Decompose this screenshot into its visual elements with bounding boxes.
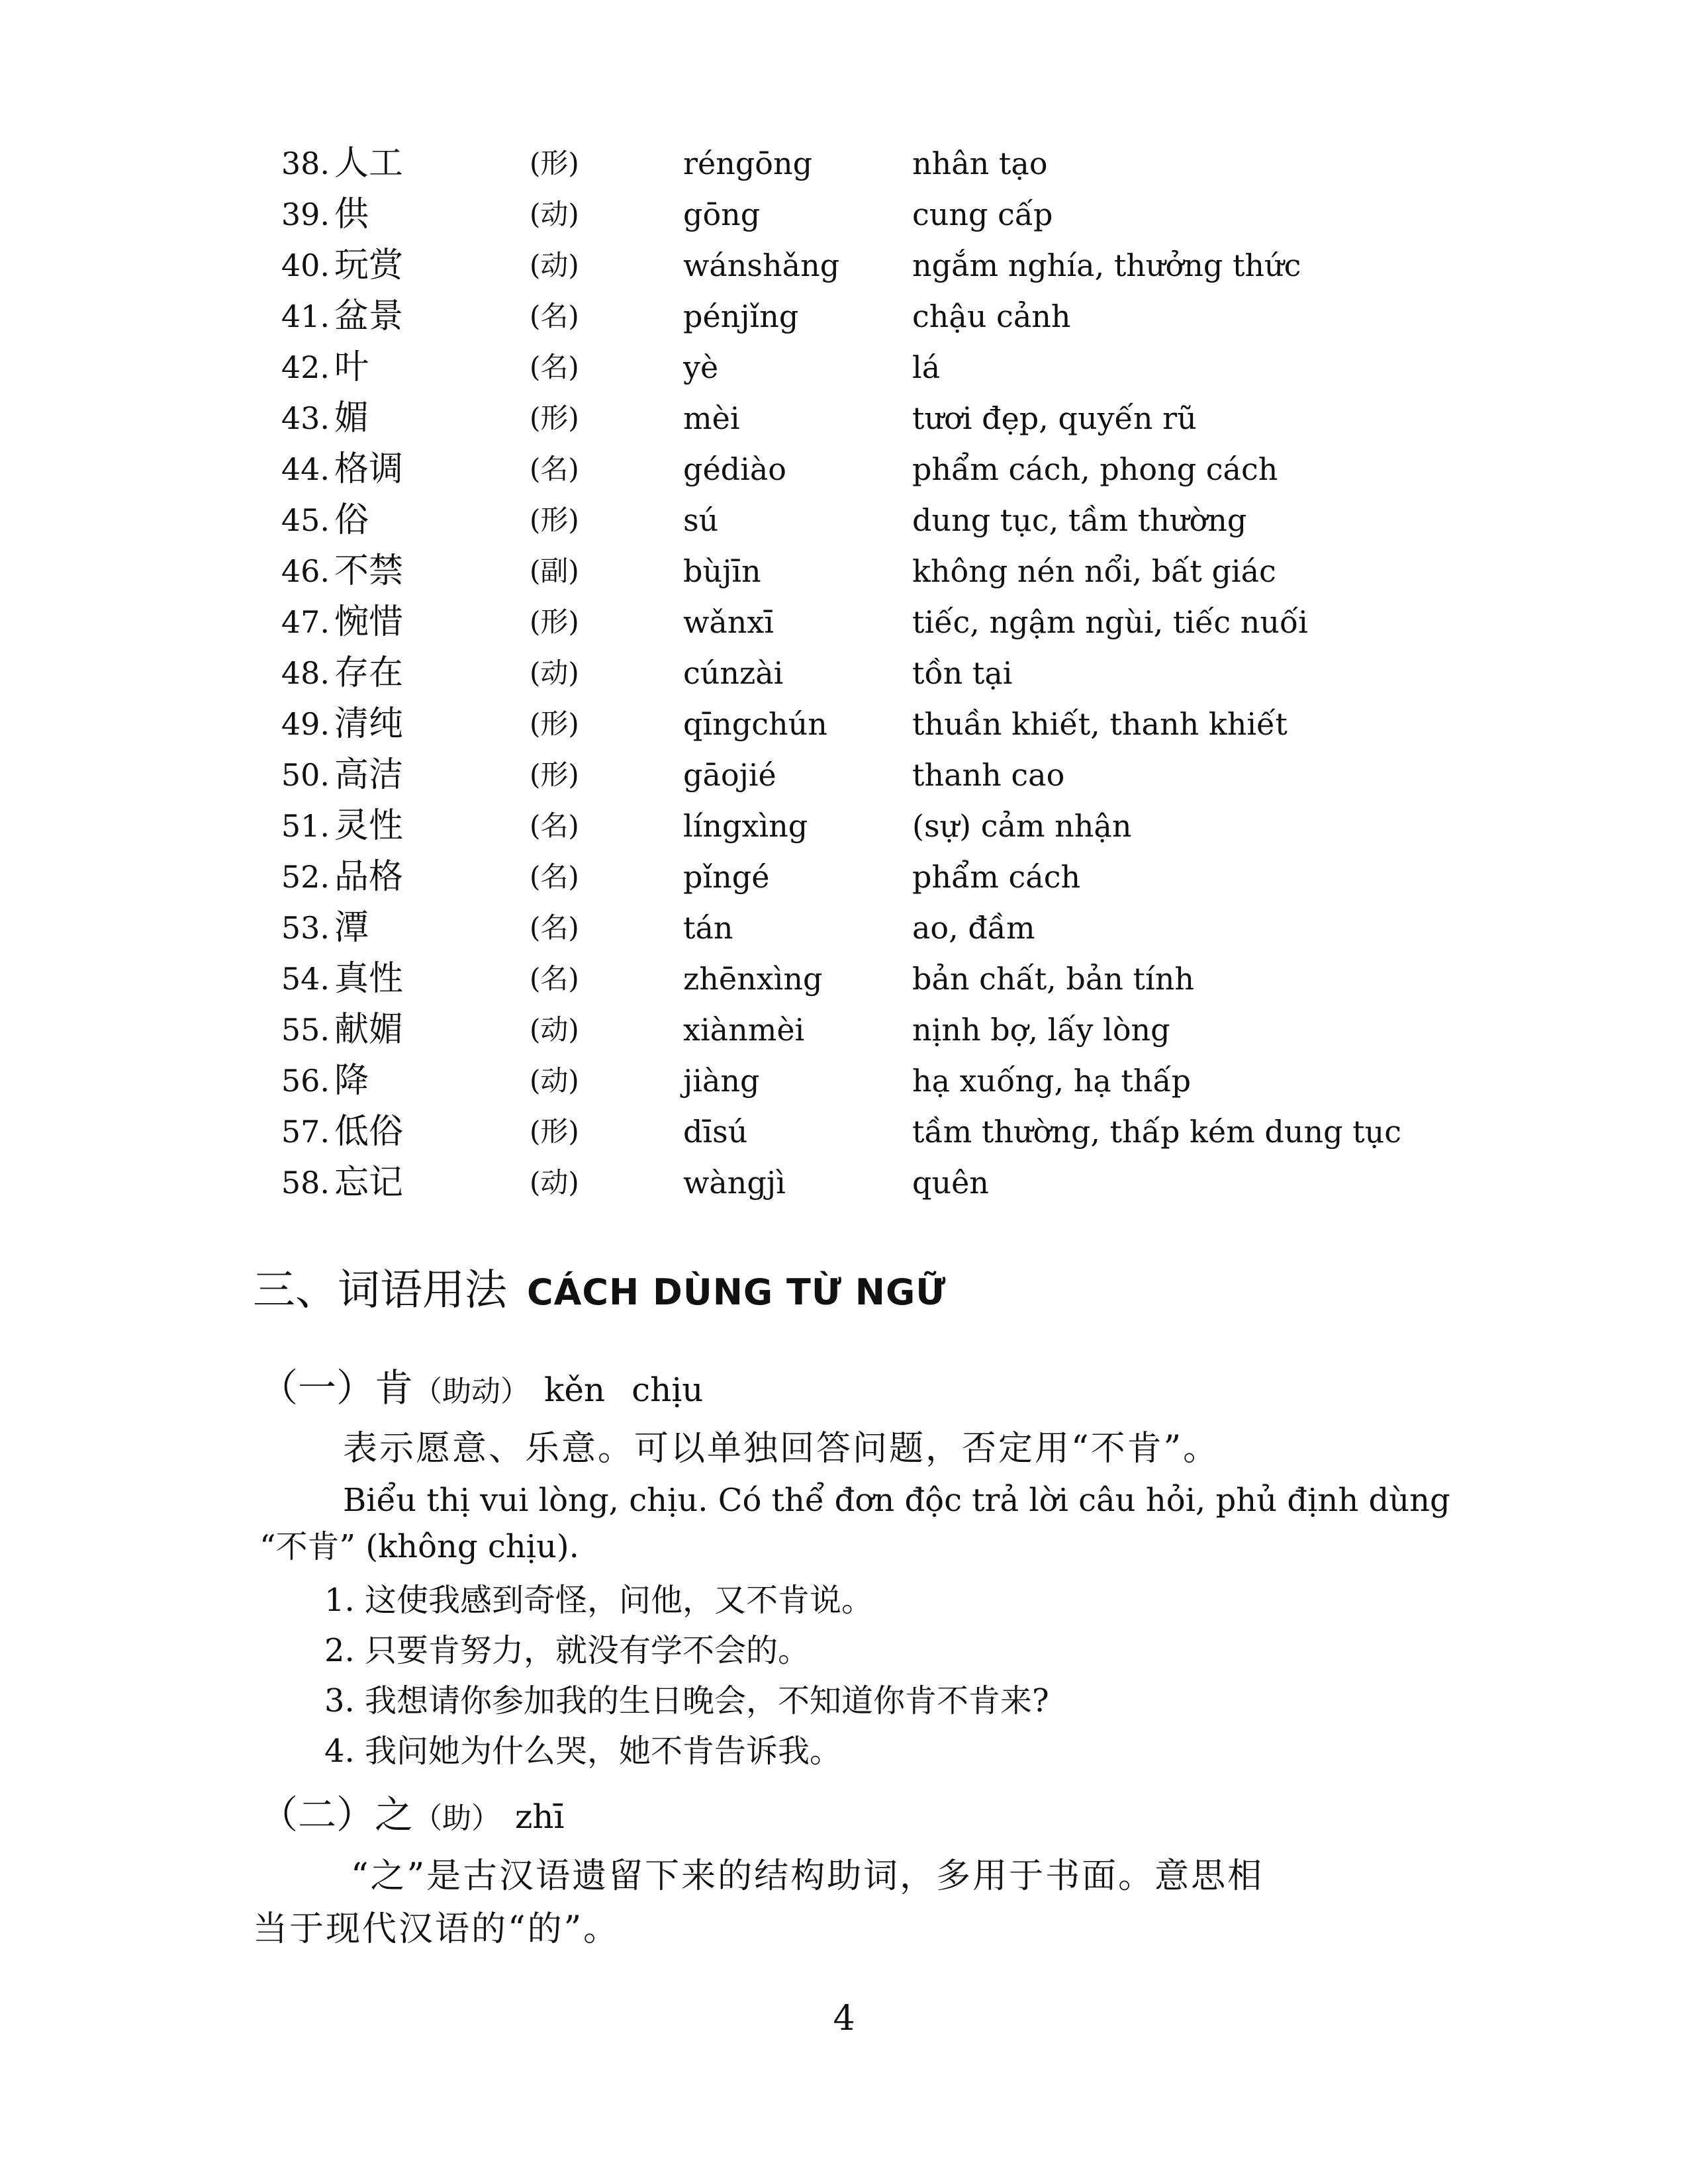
vocab-row [0,1004,1688,1056]
vocab-row [0,596,1688,648]
vocab-row [0,647,1688,699]
vocab-pos: (名) [530,911,579,944]
vocab-meaning: (sự) cảm nhận [912,808,1132,844]
item2-pos: （助） [413,1801,501,1835]
vocab-pinyin: dīsú [683,1114,748,1150]
vocab-pinyin: pénjǐng [683,298,799,334]
vocab-pos: (动) [530,1013,579,1046]
vocab-number: 38. [281,146,330,181]
vocab-row [0,443,1688,495]
vocab-row [0,1055,1688,1107]
vocab-row [0,1106,1688,1158]
item1-meaning: chịu [632,1371,704,1409]
vocab-pos: (名) [530,860,579,893]
vocab-pos: (名) [530,962,579,995]
vocab-pos: (动) [530,1064,579,1097]
vocab-pos: (副) [530,555,579,587]
vocab-row [0,291,1688,342]
vocab-meaning: ngắm nghía, thưởng thức [912,248,1301,283]
vocab-pinyin: gāojié [683,757,776,793]
vocab-pinyin: sú [683,502,719,538]
vocab-word: 格调 [334,449,404,489]
vocab-pinyin: cúnzài [683,655,784,691]
vocab-word: 灵性 [334,806,404,846]
vocab-number: 55. [281,1012,330,1048]
vocab-row [0,189,1688,240]
vocab-pos: (名) [530,351,579,383]
vocab-meaning: quên [912,1165,989,1201]
vocab-number: 52. [281,859,330,895]
vocab-row [0,545,1688,597]
vocab-pos: (名) [530,300,579,332]
vocab-word: 高洁 [334,755,404,795]
vocab-pos: (形) [530,147,579,179]
item1-pos: （助动） [413,1375,530,1408]
vocab-word: 玩赏 [334,246,404,285]
vocab-word: 降 [334,1061,369,1101]
item2-zh-description-line2: 当于现代汉语的“的”。 [253,1909,620,1949]
vocab-pos: (形) [530,504,579,536]
vocab-pinyin: jiàng [683,1063,760,1099]
vocab-word: 叶 [334,347,369,387]
vocab-word: 品格 [334,857,404,897]
vocab-pinyin: gōng [683,197,761,232]
vocab-number: 50. [281,757,330,793]
vocab-meaning: dung tục, tầm thường [912,502,1247,538]
vocab-pos: (名) [530,809,579,842]
vocab-number: 53. [281,910,330,946]
vocab-row [0,392,1688,444]
item1-zh-description: 表示愿意、乐意。可以单独回答问题，否定用“不肯”。 [343,1429,1220,1469]
item2-zh-description-line1: “之”是古汉语遗留下来的结构助词，多用于书面。意思相 [351,1856,1264,1896]
vocab-meaning: tươi đẹp, quyến rũ [912,400,1197,436]
vocab-pos: (名) [530,453,579,485]
vocab-pinyin: réngōng [683,146,813,181]
vocab-number: 44. [281,451,330,487]
vocab-pinyin: gédiào [683,451,786,487]
vocab-word: 惋惜 [334,602,404,642]
vocab-pos: (动) [530,198,579,230]
vocab-row [0,1157,1688,1208]
vocab-number: 56. [281,1063,330,1099]
vocab-number: 42. [281,349,330,385]
vocab-pos: (形) [530,1115,579,1148]
vocab-pos: (动) [530,249,579,281]
vocab-word: 媚 [334,398,369,438]
vocab-row [0,138,1688,189]
vocab-number: 57. [281,1114,330,1150]
example-sentence: 3. 我想请你参加我的生日晚会，不知道你肯不肯来? [324,1682,1049,1719]
vocab-meaning: chậu cảnh [912,298,1071,334]
vocab-row [0,341,1688,393]
item1-label: （一）肯 [259,1365,414,1410]
vocab-number: 45. [281,502,330,538]
vocab-number: 48. [281,655,330,691]
vocab-pinyin: língxìng [683,808,808,844]
vocab-row [0,494,1688,546]
section-heading-zh: 三、词语用法 [253,1266,507,1315]
vocab-row [0,749,1688,801]
vocab-number: 47. [281,604,330,640]
vocab-pinyin: wǎnxī [683,604,774,640]
item1-vi-description-line1: Biểu thị vui lòng, chịu. Có thể đơn độc trả lời câu hỏi, phủ định dùng [343,1482,1450,1519]
vocab-number: 39. [281,197,330,232]
vocab-meaning: tầm thường, thấp kém dung tục [912,1114,1402,1150]
vocab-meaning: hạ xuống, hạ thấp [912,1063,1192,1099]
example-sentence: 2. 只要肯努力，就没有学不会的。 [324,1632,810,1669]
vocab-word: 真性 [334,959,404,999]
vocab-meaning: tiếc, ngậm ngùi, tiếc nuối [912,604,1308,640]
vocab-meaning: lá [912,349,941,385]
vocab-word: 清纯 [334,704,404,744]
vocab-number: 46. [281,553,330,589]
vocab-meaning: thuần khiết, thanh khiết [912,706,1288,742]
item1-vi-description-line2: “不肯” (không chịu). [259,1528,579,1565]
vocab-pos: (形) [530,606,579,638]
vocab-pinyin: pǐngé [683,859,770,895]
vocab-pos: (动) [530,657,579,689]
vocab-meaning: phẩm cách, phong cách [912,451,1278,487]
vocab-meaning: tồn tại [912,655,1013,691]
vocab-pinyin: yè [683,349,719,385]
vocab-row [0,240,1688,291]
vocab-pos: (形) [530,707,579,740]
vocab-meaning: ao, đầm [912,910,1035,946]
section-heading [253,1257,946,1324]
vocab-pos: (动) [530,1166,579,1199]
vocab-meaning: nhân tạo [912,146,1048,181]
vocab-meaning: cung cấp [912,197,1053,232]
vocab-meaning: thanh cao [912,757,1065,793]
vocab-word: 盆景 [334,296,404,336]
vocab-pinyin: qīngchún [683,706,827,742]
vocab-row [0,953,1688,1005]
vocab-number: 40. [281,248,330,283]
vocab-word: 不禁 [334,551,404,591]
item1-heading [259,1360,704,1416]
vocab-pinyin: wánshǎng [683,248,840,283]
vocab-number: 43. [281,400,330,436]
vocab-pos: (形) [530,758,579,791]
item2-label: （二）之 [259,1792,414,1837]
vocab-row [0,851,1688,903]
vocab-row [0,800,1688,852]
vocab-pinyin: wàngjì [683,1165,786,1201]
vocab-pinyin: mèi [683,400,740,436]
item1-pinyin: kěn [544,1371,606,1409]
vocab-word: 潭 [334,908,369,948]
item2-heading [259,1787,565,1843]
vocab-meaning: phẩm cách [912,859,1081,895]
vocab-meaning: không nén nổi, bất giác [912,553,1276,589]
example-sentence: 4. 我问她为什么哭，她不肯告诉我。 [324,1733,842,1770]
vocab-number: 51. [281,808,330,844]
page-number: 4 [833,1999,855,2038]
vocab-row [0,902,1688,954]
vocab-word: 俗 [334,500,369,540]
vocab-pinyin: tán [683,910,733,946]
vocab-word: 供 [334,195,369,234]
vocab-pos: (形) [530,402,579,434]
vocab-word: 忘记 [334,1163,404,1203]
vocab-pinyin: bùjīn [683,553,761,589]
vocab-meaning: bản chất, bản tính [912,961,1194,997]
vocab-number: 49. [281,706,330,742]
vocab-word: 低俗 [334,1112,404,1152]
vocab-number: 58. [281,1165,330,1201]
vocab-pinyin: xiànmèi [683,1012,805,1048]
item2-pinyin: zhī [515,1797,565,1836]
section-heading-vi: CÁCH DÙNG TỪ NGỮ [527,1271,947,1313]
vocab-number: 41. [281,298,330,334]
vocab-word: 存在 [334,653,404,693]
vocab-row [0,698,1688,750]
vocab-pinyin: zhēnxìng [683,961,823,997]
vocab-word: 人工 [334,144,404,183]
vocab-word: 献媚 [334,1010,404,1050]
vocab-meaning: nịnh bợ, lấy lòng [912,1012,1170,1048]
example-sentence: 1. 这使我感到奇怪，问他，又不肯说。 [324,1582,874,1619]
vocab-number: 54. [281,961,330,997]
